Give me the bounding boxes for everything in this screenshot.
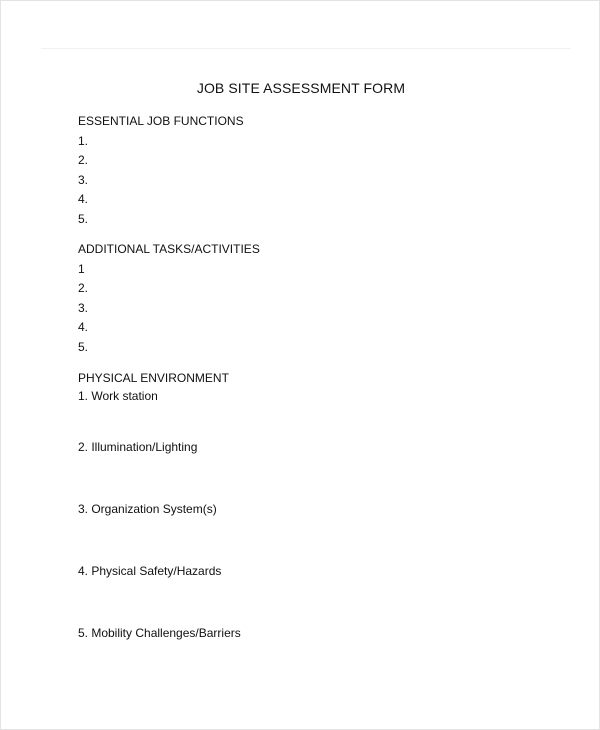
section-heading-physical-environment: PHYSICAL ENVIRONMENT — [78, 371, 229, 385]
essential-job-function-item-1: 1. — [78, 133, 89, 148]
additional-tasks-section — [78, 240, 260, 358]
essential-job-function-item-4: 4. — [78, 192, 89, 207]
essential-job-function-item-3: 3. — [78, 172, 89, 187]
essential-job-function-item-2: 2. — [78, 153, 89, 168]
header-divider — [41, 48, 571, 49]
physical-environment-item-illumination-lighting: 2. Illumination/Lighting — [78, 440, 198, 454]
additional-task-item-5: 5. — [78, 339, 89, 354]
additional-task-item-4: 4. — [78, 320, 89, 335]
physical-environment-item-physical-safety-hazards: 4. Physical Safety/Hazards — [78, 564, 222, 578]
form-title: JOB SITE ASSESSMENT FORM — [196, 80, 406, 96]
section-heading-essential-job-functions: ESSENTIAL JOB FUNCTIONS — [78, 114, 244, 128]
additional-task-item-1: 1 — [78, 261, 85, 276]
additional-task-item-2: 2. — [78, 281, 89, 296]
physical-environment-section — [78, 369, 229, 389]
section-heading-additional-tasks: ADDITIONAL TASKS/ACTIVITIES — [78, 242, 260, 256]
essential-job-function-item-5: 5. — [78, 211, 89, 226]
additional-task-item-3: 3. — [78, 300, 89, 315]
physical-environment-item-mobility-challenges-barriers: 5. Mobility Challenges/Barriers — [78, 626, 241, 640]
physical-environment-item-organization-systems: 3. Organization System(s) — [78, 502, 217, 516]
physical-environment-item-work-station: 1. Work station — [78, 389, 158, 403]
essential-job-functions-section — [78, 112, 244, 230]
